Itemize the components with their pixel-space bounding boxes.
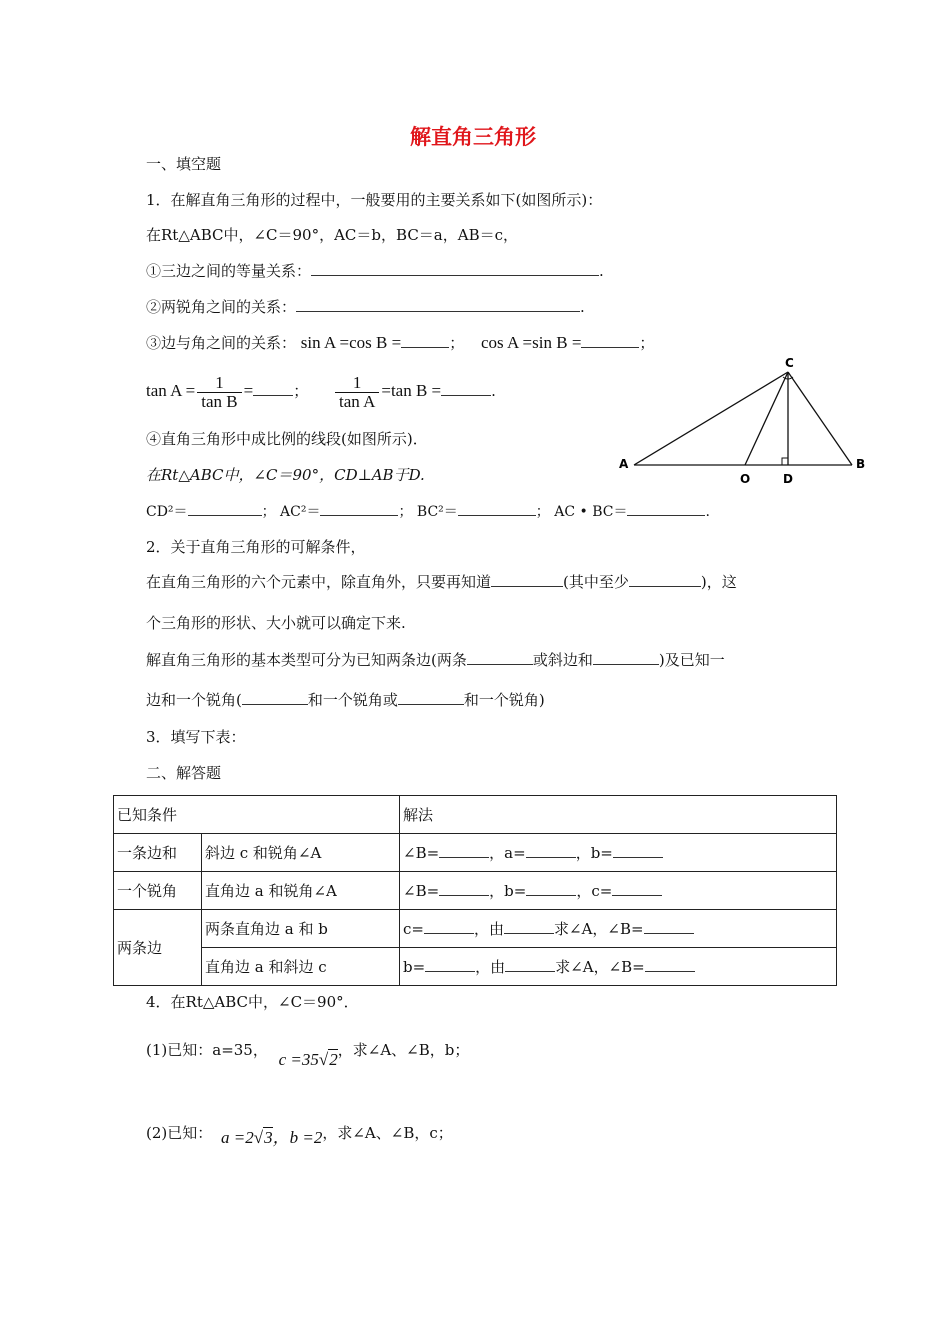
- item2-label: ②两锐角之间的关系：: [146, 298, 297, 316]
- acbc-blank[interactable]: [627, 501, 705, 516]
- q2-line3-c: )及已知一: [658, 651, 725, 669]
- eq-tan-b: =tan B =: [381, 381, 442, 400]
- q1-tan-row: tan A = $\frac{1}{\text{tan B}}$ = ； $\frac{1}{\text{tan A}}$ =tan B = .: [146, 372, 496, 411]
- q2-line3-a: 解直角三角形的基本类型可分为已知两条边(两条: [146, 651, 467, 669]
- header-method: 解法: [400, 796, 837, 834]
- solution-table: [113, 795, 837, 986]
- label-c: C: [785, 356, 794, 370]
- item1-label: ①三边之间的等量关系：: [146, 262, 312, 280]
- q2-blank-3[interactable]: [467, 650, 533, 665]
- cd2-blank[interactable]: [188, 501, 262, 516]
- segment-co: [745, 372, 788, 465]
- q2-line4: [146, 690, 545, 710]
- item3-label: ③边与角之间的关系：: [146, 334, 297, 352]
- q2-line1-c: )，这: [700, 573, 737, 591]
- category-one-side: 一条边和: [114, 834, 202, 872]
- sin-blank[interactable]: [401, 333, 449, 348]
- page-title: 解直角三角形: [410, 125, 536, 149]
- q2-blank-5[interactable]: [242, 690, 308, 705]
- method-cell: b= ，由 求∠A，∠B=: [400, 948, 837, 986]
- bc2-label: BC²＝: [416, 504, 458, 520]
- known-cell: 直角边 a 和斜边 c: [202, 948, 400, 986]
- q2-blank-6[interactable]: [398, 690, 464, 705]
- ac2-label: AC²＝: [280, 504, 321, 520]
- table-blank[interactable]: [526, 843, 576, 858]
- bc2-blank[interactable]: [458, 501, 536, 516]
- q4-p2-math-b: ，b =2: [272, 1128, 323, 1147]
- q2-blank-1[interactable]: [491, 572, 563, 587]
- label-b: B: [856, 457, 866, 471]
- q2-line2: 个三角形的形状、大小就可以确定下来.: [146, 614, 406, 632]
- q1-given: 在Rt△ABC中，∠C＝90°，AC＝b，BC＝a，AB＝c，: [146, 226, 518, 244]
- fraction-1-over-tanb: $\frac{1}{\text{tan B}}$: [197, 374, 241, 411]
- q4-heading: 4．在Rt△ABC中，∠C＝90°．: [146, 993, 359, 1011]
- q1-given2: 在Rt△ABC中，∠C＝90°，CD⊥AB于D.: [146, 466, 425, 484]
- known-cell: 直角边 a 和锐角∠A: [202, 872, 400, 910]
- table-header-row: [114, 796, 837, 834]
- q1-proportions: CD²＝ ； AC²＝ ； BC²＝ ； AC • BC＝ .: [146, 501, 710, 522]
- q1-item2: ②两锐角之间的关系： .: [146, 298, 585, 316]
- q3-heading: 3．填写下表：: [146, 728, 246, 746]
- q4-p1-math: c =35√2: [278, 1050, 338, 1069]
- table-blank[interactable]: [612, 881, 662, 896]
- q2-heading: 2．关于直角三角形的可解条件，: [146, 538, 366, 556]
- q2-line4-b: 和一个锐角或: [307, 691, 398, 709]
- table-row: [114, 834, 837, 872]
- section-fill-in: 一、填空题: [146, 155, 222, 173]
- table-blank[interactable]: [613, 843, 663, 858]
- q1-intro: 1．在解直角三角形的过程中，一般要用的主要关系如下(如图所示)：: [146, 191, 603, 209]
- label-d: D: [783, 472, 793, 485]
- q2-line3: [146, 650, 725, 670]
- q1-item3: ③边与角之间的关系： sin A =cos B = ； cos A =sin B = ；: [146, 333, 655, 352]
- q2-line1: [146, 572, 737, 592]
- table-row: [114, 948, 837, 986]
- method-cell: ∠B= ，a= ，b=: [400, 834, 837, 872]
- table-blank[interactable]: [425, 957, 475, 972]
- q4-p2-math-a: a =2√3: [221, 1128, 273, 1147]
- q2-line4-a: 边和一个锐角(: [146, 691, 242, 709]
- item1-blank[interactable]: [311, 261, 599, 276]
- q2-line4-c: 和一个锐角): [463, 691, 545, 709]
- table-blank[interactable]: [644, 919, 694, 934]
- triangle-figure: [615, 355, 875, 485]
- side-bc: [788, 372, 852, 465]
- table-blank[interactable]: [504, 919, 554, 934]
- q1-item1: ①三边之间的等量关系： .: [146, 262, 604, 280]
- label-a: A: [619, 457, 629, 471]
- q2-line3-b: 或斜边和: [532, 651, 593, 669]
- method-cell: c= ，由 求∠A，∠B=: [400, 910, 837, 948]
- cd2-label: CD²＝: [146, 504, 188, 520]
- right-angle-mark: [782, 458, 788, 465]
- q4-p1-label: (1)已知：a=35，: [146, 1041, 268, 1059]
- table-blank[interactable]: [505, 957, 555, 972]
- item2-blank[interactable]: [296, 297, 580, 312]
- known-cell: 斜边 c 和锐角∠A: [202, 834, 400, 872]
- tan-a-label: tan A =: [146, 381, 196, 400]
- table-row: [114, 910, 837, 948]
- known-cell: 两条直角边 a 和 b: [202, 910, 400, 948]
- tan-blank-2[interactable]: [441, 381, 491, 396]
- q4-p2-tail: ，求∠A、∠B，c；: [322, 1124, 453, 1142]
- q2-blank-4[interactable]: [593, 650, 659, 665]
- table-blank[interactable]: [526, 881, 576, 896]
- table-blank[interactable]: [439, 843, 489, 858]
- cos-blank[interactable]: [581, 333, 639, 348]
- category-one-angle: 一个锐角: [114, 872, 202, 910]
- q4-part1: [146, 1030, 469, 1070]
- q4-part2: [146, 1118, 453, 1148]
- table-row: [114, 872, 837, 910]
- table-blank[interactable]: [439, 881, 489, 896]
- side-ac: [634, 372, 788, 465]
- q2-line1-b: (其中至少: [563, 573, 629, 591]
- cos-relation: cos A =sin B =: [481, 333, 582, 352]
- acbc-label: AC • BC＝: [554, 504, 628, 520]
- q2-blank-2[interactable]: [629, 572, 701, 587]
- ac2-blank[interactable]: [320, 501, 398, 516]
- section-answer: 二、解答题: [146, 764, 222, 782]
- header-known: 已知条件: [114, 796, 400, 834]
- table-blank[interactable]: [424, 919, 474, 934]
- category-two-sides: 两条边: [114, 910, 202, 986]
- sin-relation: sin A =cos B =: [300, 333, 402, 352]
- table-blank[interactable]: [645, 957, 695, 972]
- q4-p2-label: (2)已知：: [146, 1124, 213, 1142]
- q1-item4: ④直角三角形中成比例的线段(如图所示)．: [146, 430, 428, 448]
- tan-blank-1[interactable]: [253, 381, 293, 396]
- fraction-1-over-tana: $\frac{1}{\text{tan A}}$: [335, 374, 379, 411]
- q4-p1-tail: ，求∠A、∠B，b；: [337, 1041, 470, 1059]
- method-cell: ∠B= ，b= ，c=: [400, 872, 837, 910]
- label-o: O: [740, 472, 751, 485]
- q2-line1-a: 在直角三角形的六个元素中，除直角外，只要再知道: [146, 573, 492, 591]
